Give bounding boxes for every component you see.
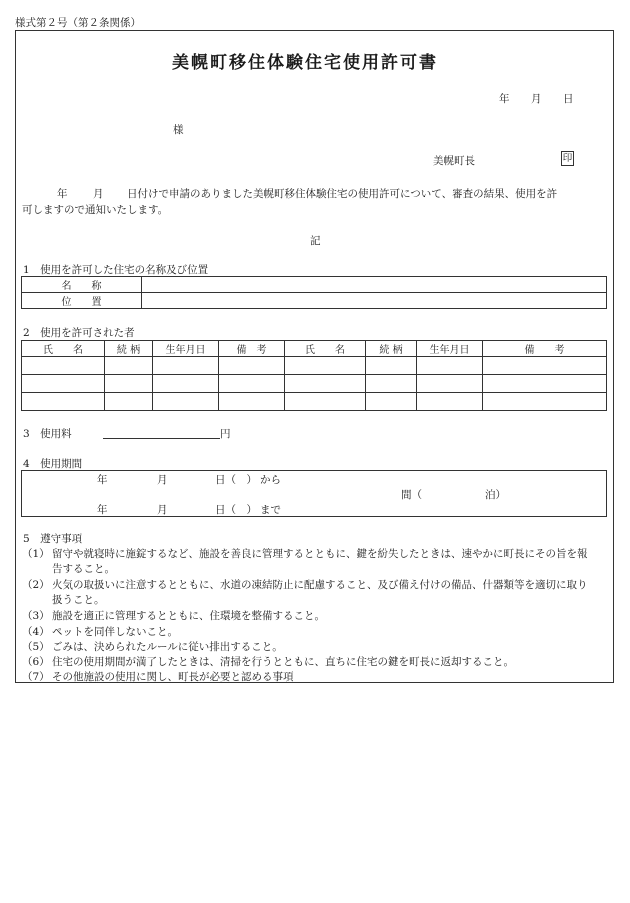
- rule-7-text: その他施設の使用に関し、町長が必要と認める事項: [52, 671, 294, 683]
- rule-5-text: ごみは、決められたルールに従い排出すること。: [52, 641, 283, 653]
- rule-1-text: 留守や就寝時に施錠するなど、施設を善良に管理するとともに、鍵を紛失したときは、速やかに町長にその旨を報: [52, 548, 588, 560]
- section5-heading: 5 遵守事項: [23, 533, 83, 545]
- rule-3-num: （3）: [22, 610, 50, 622]
- header-remarks-1: 備 考: [219, 341, 285, 357]
- start-month: 月: [157, 474, 168, 486]
- rule-4-num: （4）: [22, 626, 50, 638]
- table-row: [22, 375, 607, 393]
- date-day: 日: [563, 93, 574, 105]
- period-box: [21, 470, 607, 517]
- period-to: まで: [260, 504, 281, 516]
- end-year: 年: [97, 504, 108, 516]
- end-month: 月: [157, 504, 168, 516]
- start-year: 年: [97, 474, 108, 486]
- rule-1-text-2: 告すること。: [52, 563, 115, 575]
- name-value: [142, 277, 607, 293]
- rule-4-text: ペットを同伴しないこと。: [52, 626, 178, 638]
- header-relation-1: 続 柄: [105, 341, 153, 357]
- intro-text: 日付けで申請のありました美幌町移住体験住宅の使用許可について、審査の結果、使用を許: [127, 188, 558, 200]
- start-day: 日（ ）: [215, 474, 257, 486]
- rule-6-text: 住宅の使用期間が満了したときは、清掃を行うとともに、直ちに住宅の鍵を町長に返却すること。: [52, 656, 514, 668]
- rule-5-num: （5）: [22, 641, 50, 653]
- table-row: [22, 393, 607, 411]
- form-title: 美幌町移住体験住宅使用許可書: [172, 53, 438, 73]
- end-day: 日（ ）: [215, 504, 257, 516]
- rule-1-num: （1）: [22, 548, 50, 560]
- location-label: 位 置: [22, 293, 142, 309]
- intro-year: 年: [57, 188, 68, 200]
- period-from: から: [260, 474, 281, 486]
- header-birthdate-1: 生年月日: [153, 341, 219, 357]
- seal-stamp: 印: [562, 153, 573, 164]
- duration-open: 間（: [401, 489, 422, 501]
- duration-close: 泊）: [485, 489, 506, 501]
- header-birthdate-2: 生年月日: [417, 341, 483, 357]
- rule-7-num: （7）: [22, 671, 50, 683]
- housing-table: [21, 276, 607, 309]
- rule-3-text: 施設を適正に管理するとともに、住環境を整備すること。: [52, 610, 325, 622]
- rule-6-num: （6）: [22, 656, 50, 668]
- header-name-2: 氏 名: [285, 341, 366, 357]
- ki-mark: 記: [310, 235, 321, 247]
- rule-2-num: （2）: [22, 579, 50, 591]
- name-label: 名 称: [22, 277, 142, 293]
- location-value: [142, 293, 607, 309]
- header-relation-2: 続 柄: [366, 341, 417, 357]
- fee-unit: 円: [220, 428, 231, 440]
- rule-2-text-2: 扱うこと。: [52, 594, 105, 606]
- header-remarks-2: 備 考: [483, 341, 607, 357]
- form-number: 様式第２号（第２条関係）: [15, 17, 141, 29]
- header-name-1: 氏 名: [22, 341, 105, 357]
- intro-text-2: 可しますので通知いたします。: [22, 204, 169, 216]
- addressee-suffix: 様: [173, 124, 184, 136]
- section2-heading: 2 使用を許可された者: [23, 327, 135, 339]
- table-row: [22, 357, 607, 375]
- rule-2-text: 火気の取扱いに注意するとともに、水道の凍結防止に配慮すること、及び備え付けの備品、什器類等を適切に取り: [52, 579, 588, 591]
- section1-heading: 1 使用を許可した住宅の名称及び位置: [23, 264, 209, 276]
- section4-heading: 4 使用期間: [23, 458, 83, 470]
- section3-heading: 3 使用料: [23, 428, 72, 440]
- users-table: [21, 340, 607, 411]
- issuer: 美幌町長: [433, 155, 475, 167]
- date-year: 年: [499, 93, 510, 105]
- date-month: 月: [531, 93, 542, 105]
- fee-underline: [103, 438, 220, 439]
- intro-month: 月: [93, 188, 104, 200]
